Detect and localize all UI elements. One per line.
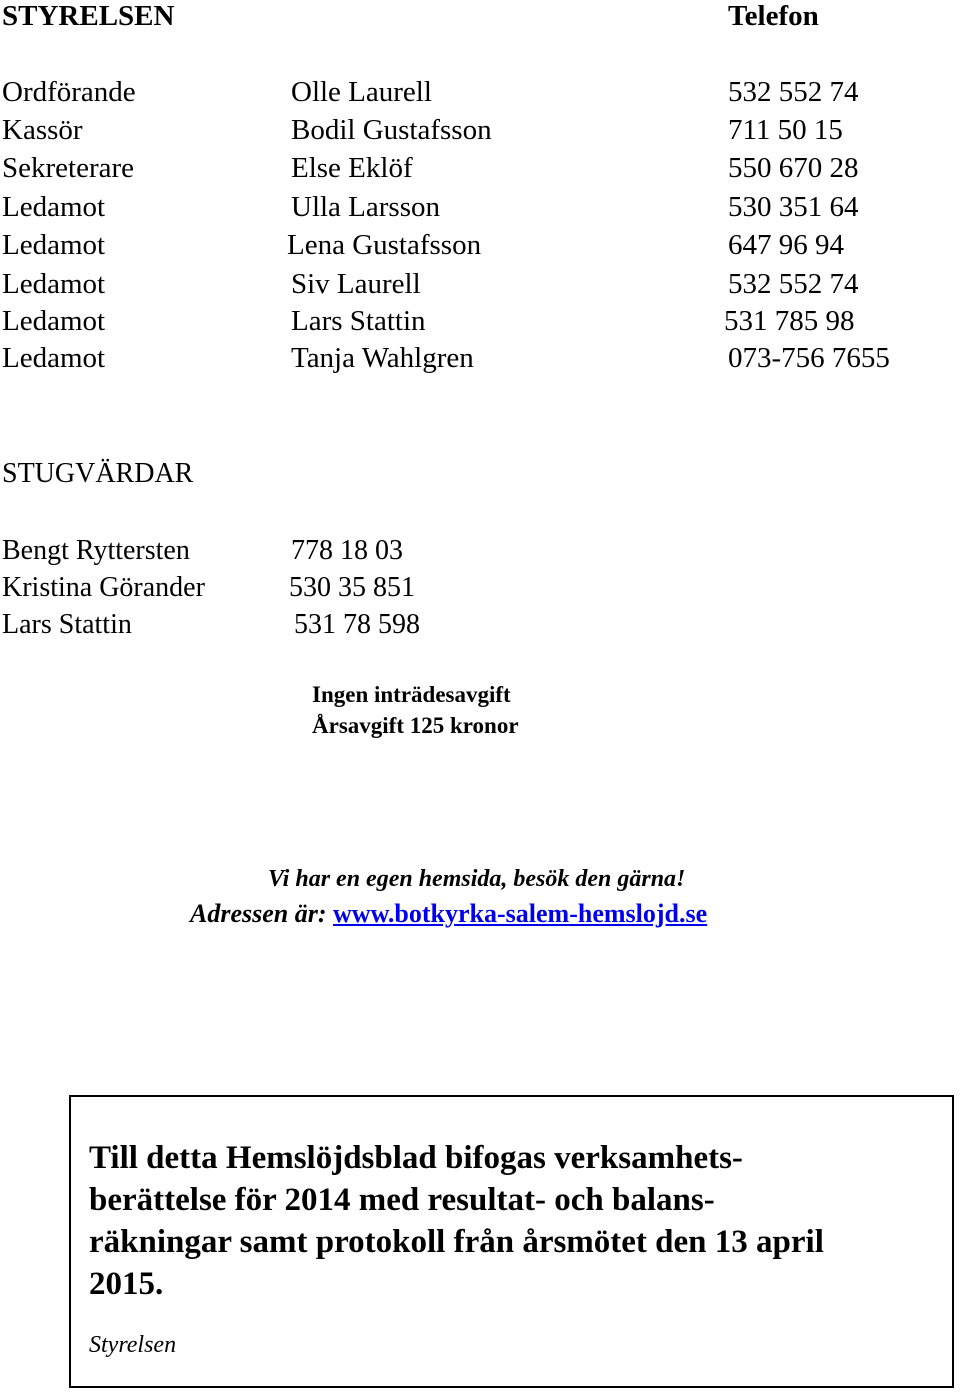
host-name: Kristina Görander — [2, 572, 205, 603]
board-name: Bodil Gustafsson — [291, 114, 492, 146]
board-role: Ledamot — [2, 229, 106, 261]
entry-fee-text: Ingen inträdesavgift — [312, 682, 511, 707]
board-phone: 550 670 28 — [728, 152, 859, 184]
board-phone: 531 785 98 — [724, 305, 855, 337]
website-invitation: Vi har en egen hemsida, besök den gärna! — [268, 866, 686, 892]
board-name: Lena Gustafsson — [287, 229, 482, 261]
hosts-heading: STUGVÄRDAR — [2, 458, 194, 489]
host-phone: 778 18 03 — [291, 535, 403, 566]
notice-text: Till detta Hemslöjdsblad bifogas verksamhets-berättelse för 2014 med resultat- och balans-räkningar samt protokoll från årsmötet den 13 april 2015. — [89, 1140, 824, 1302]
board-role: Ledamot — [2, 191, 106, 223]
website-link[interactable]: www.botkyrka-salem-hemslojd.se — [333, 899, 708, 928]
board-name: Lars Stattin — [291, 305, 426, 337]
board-name: Siv Laurell — [291, 268, 421, 300]
board-role: Ledamot — [2, 268, 106, 300]
board-role: Sekreterare — [2, 152, 135, 184]
board-name: Else Eklöf — [291, 152, 413, 184]
phone-column-heading: Telefon — [728, 0, 819, 32]
board-name: Tanja Wahlgren — [291, 342, 474, 374]
board-phone: 647 96 94 — [728, 229, 844, 261]
notice-box — [69, 1095, 954, 1388]
host-name: Lars Stattin — [2, 609, 132, 640]
board-phone: 530 351 64 — [728, 191, 859, 223]
board-phone: 532 552 74 — [728, 76, 859, 108]
website-address-colon: : — [317, 899, 327, 928]
website-address-label: Adressen är — [190, 899, 318, 928]
board-name: Olle Laurell — [291, 76, 432, 108]
board-phone: 711 50 15 — [728, 114, 843, 146]
board-heading: STYRELSEN — [2, 0, 175, 32]
host-name: Bengt Ryttersten — [2, 535, 190, 566]
board-role: Kassör — [2, 114, 83, 146]
host-phone: 531 78 598 — [294, 609, 420, 640]
notice-signature: Styrelsen — [89, 1332, 177, 1358]
host-phone: 530 35 851 — [289, 572, 415, 603]
board-name: Ulla Larsson — [291, 191, 440, 223]
board-phone: 073-756 7655 — [728, 342, 890, 374]
board-role: Ordförande — [2, 76, 136, 108]
annual-fee-text: Årsavgift 125 kronor — [312, 713, 519, 738]
board-role: Ledamot — [2, 305, 106, 337]
board-role: Ledamot — [2, 342, 106, 374]
board-phone: 532 552 74 — [728, 268, 859, 300]
website-address-line — [190, 899, 707, 929]
